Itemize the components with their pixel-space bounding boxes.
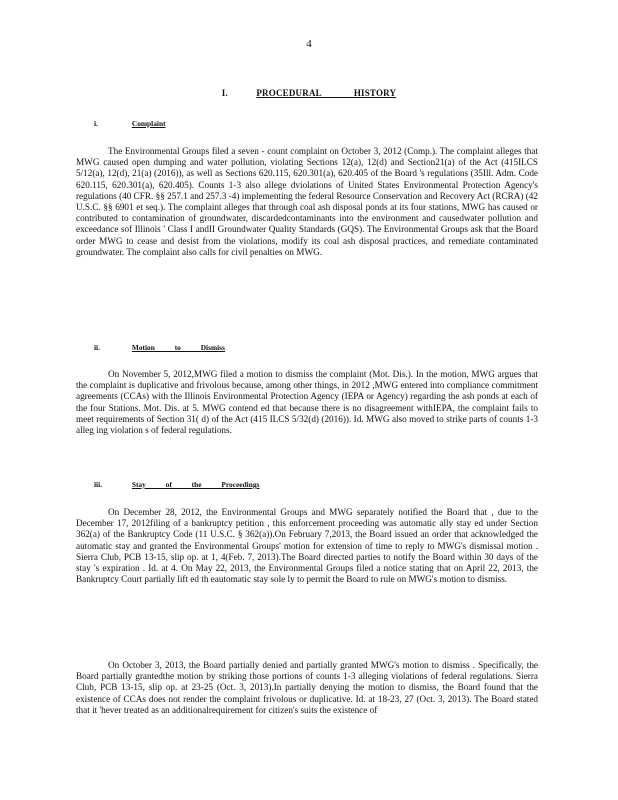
subsection-title: Stay of the Proceedings xyxy=(131,480,260,489)
subsection-title: Motion to Dismiss xyxy=(131,343,225,352)
subsection-heading-motion-to-dismiss xyxy=(94,343,225,352)
stay-paragraph-2: On October 3, 2013, the Board partially denied and partially granted MWG's motion to dismiss . Specifically, the Board partially grantedthe motion by striking those portions of counts 1-3 alleging violations of federal regulations. Sierra Club, PCB 13-15, slip op. at 23-25 (Oct. 3, 2013).In partially denying the motion to dismiss, the Board found that the existence of CCAs does not render the complaint frivolous or duplicative. Id. at 18-23, 27 (Oct. 3, 2013). The Board stated that it 'hever treated as an additionalrequirement for citizen's suits the existence of xyxy=(76,660,538,715)
subsection-number: iii. xyxy=(94,480,103,489)
subsection-title: Complaint xyxy=(131,119,166,128)
subsection-heading-stay xyxy=(94,480,259,489)
subsection-number: i. xyxy=(94,119,98,128)
section-heading xyxy=(0,88,618,98)
section-heading-title: PROCEDURAL HISTORY xyxy=(256,88,397,98)
subsection-number: ii. xyxy=(94,343,100,352)
page-number: 4 xyxy=(306,38,312,50)
complaint-paragraph: The Environmental Groups filed a seven - count complaint on October 3, 2012 (Comp.). The complaint alleges that MWG caused open dumping and water pollution, violating Sections 12(a), 12(d) and Section21(a) of the Act (415ILCS 5/12(a), 12(d), 21(a) (2016)), as well as Sections 620.115, 620.301(a), 620.405 of the Board 's regulations (35Ill. Adm. Code 620.115, 620.301(a), 620.405). Counts 1-3 also allege dviolations of United States Environmental Protection Agency's regulations (40 CFR. §§ 257.1 and 257.3 -4) implementing the federal Resource Conservation and Recovery Act (RCRA) (42 U.S.C. §§ 6901 et seq.). The complaint alleges that through coal ash disposal ponds at its four stations, MWG has caused or contributed to contamination of groundwater, discardedcontaminants into the environment and causedwater pollution and exceedance sof Illinois ' Class I andII Groundwater Quality Standards (GQS). The Environmental Groups ask that the Board order MWG to cease and desist from the violations, modify its coal ash disposal practices, and remediate contaminated groundwater. The complaint also calls for civil penalties on MWG. xyxy=(76,146,538,257)
stay-paragraph-1: On December 28, 2012, the Environmental Groups and MWG separately notified the Board that , due to the December 17, 2012filing of a bankruptcy petition , this enforcement proceeding was automatic ally stay ed under Section 362(a) of the Bankruptcy Code (11 U.S.C. § 362(a)).On February 7,2013, the Board issued an order that acknowledged the automatic stay and granted the Environmental Groups' motion for extension of time to reply to MWG's dismissal motion . Sierra Club, PCB 13-15, slip op. at 1, 4(Feb. 7, 2013).The Board directed parties to notify the Board within 30 days of the stay 's expiration . Id. at 4. On May 22, 2013, the Environmental Groups filed a notice stating that on April 22, 2013, the Bankruptcy Court partially lift ed th eautomatic stay sole ly to permit the Board to rule on MWG's motion to dismiss. xyxy=(76,507,538,585)
subsection-heading-complaint xyxy=(94,119,166,128)
section-heading-number: I. xyxy=(221,88,228,98)
motion-to-dismiss-paragraph: On November 5, 2012,MWG filed a motion to dismiss the complaint (Mot. Dis.). In the motion, MWG argues that the complaint is duplicative and frivolous because, among other things, in 2012 ,MWG entered into compliance commitment agreements (CCAs) with the Illinois Environmental Protection Agency (IEPA or Agency) regarding the ash ponds at each of the four Stations. Mot. Dis. at 5. MWG contend ed that because there is no disagreement withIEPA, the complaint fails to meet requirements of Section 31( d) of the Act (415 ILCS 5/32(d) (2016)). Id. MWG also moved to strike parts of counts 1-3 alleg ing violation s of federal regulations. xyxy=(76,369,538,436)
